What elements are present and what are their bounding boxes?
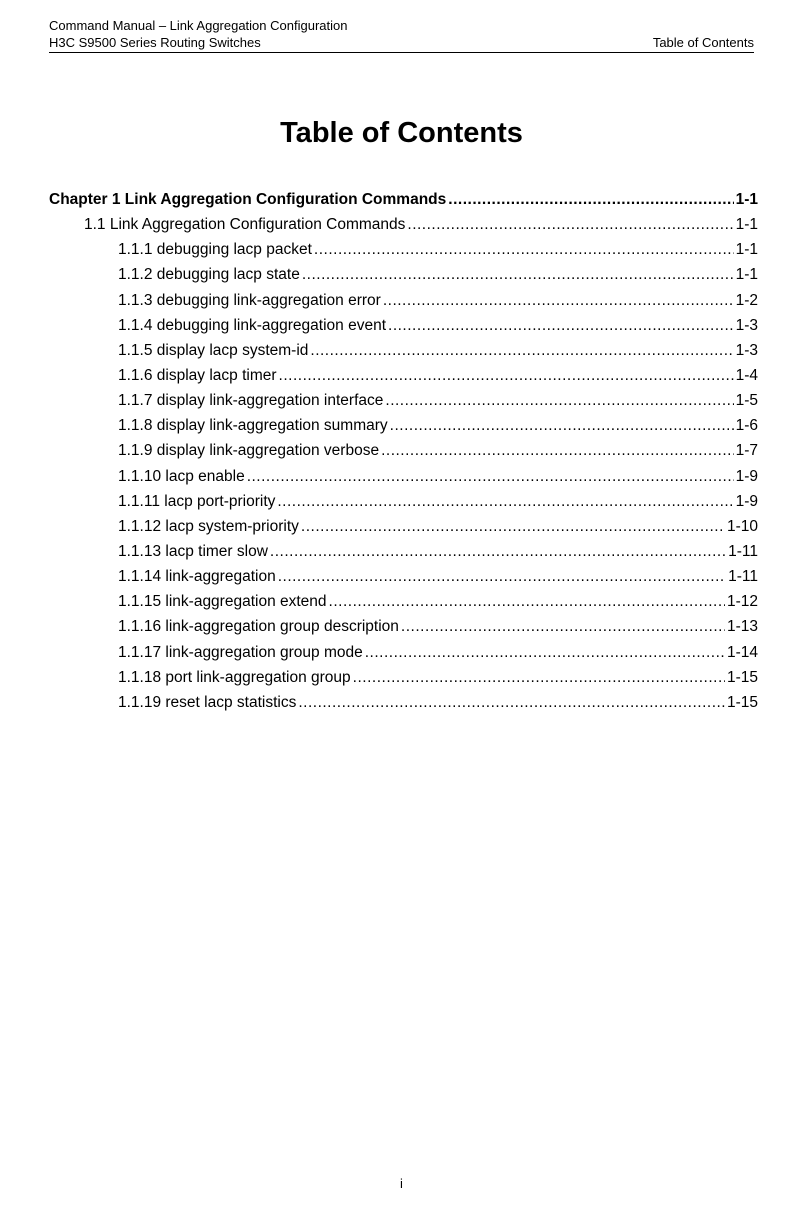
toc-entry-label: 1.1.10 lacp enable	[118, 467, 245, 485]
toc-entry[interactable]	[49, 489, 758, 514]
toc-entry[interactable]	[49, 665, 758, 690]
toc-entry-label: 1.1.19 reset lacp statistics	[118, 693, 297, 711]
toc-dot-leader	[329, 589, 725, 614]
toc-entry-label: 1.1.14 link-aggregation	[118, 568, 276, 586]
toc-entry[interactable]	[49, 514, 758, 539]
toc-entry-page: 1-5	[735, 392, 758, 410]
header-section-name: Table of Contents	[652, 35, 754, 50]
page-number: i	[400, 1176, 403, 1191]
toc-entry-label: 1.1.16 link-aggregation group description	[118, 618, 399, 636]
toc-dot-leader	[388, 313, 734, 338]
toc-entry-label: 1.1.3 debugging link-aggregation error	[118, 291, 381, 309]
toc-entry-page: 1-12	[726, 593, 758, 611]
toc-entry-label: 1.1.4 debugging link-aggregation event	[118, 316, 387, 334]
toc-entry-page: 1-11	[728, 568, 758, 586]
table-of-contents	[49, 187, 758, 715]
toc-entry[interactable]	[49, 388, 758, 413]
toc-entry-page: 1-9	[735, 492, 758, 510]
toc-entry-page: 1-11	[728, 542, 758, 560]
toc-entry-page: 1-1	[735, 191, 758, 208]
toc-entry[interactable]	[49, 313, 758, 338]
toc-entry[interactable]	[49, 589, 758, 614]
toc-entry-page: 1-15	[726, 693, 758, 711]
toc-entry-page: 1-15	[726, 668, 758, 686]
toc-dot-leader	[270, 539, 726, 564]
toc-entry-page: 1-13	[726, 618, 758, 636]
toc-entry-label: 1.1.15 link-aggregation extend	[118, 593, 327, 611]
toc-entry-label: 1.1.13 lacp timer slow	[118, 542, 268, 560]
toc-entry[interactable]	[49, 640, 758, 665]
page-header	[49, 16, 754, 53]
toc-entry-page: 1-7	[735, 442, 758, 460]
toc-entry-label: 1.1.5 display lacp system-id	[118, 341, 309, 359]
toc-entry[interactable]	[49, 438, 758, 463]
toc-entry-label: 1.1.18 port link-aggregation group	[118, 668, 351, 686]
toc-dot-leader	[298, 690, 725, 715]
toc-dot-leader	[277, 489, 733, 514]
toc-dot-leader	[381, 438, 734, 463]
toc-entry-page: 1-9	[735, 467, 758, 485]
toc-dot-leader	[385, 388, 733, 413]
toc-entry[interactable]	[49, 690, 758, 715]
toc-dot-leader	[301, 514, 725, 539]
toc-entry[interactable]	[49, 413, 758, 438]
toc-entry[interactable]	[49, 539, 758, 564]
toc-entry-label: 1.1.2 debugging lacp state	[118, 266, 300, 284]
toc-entry[interactable]	[49, 464, 758, 489]
toc-entry[interactable]	[49, 262, 758, 287]
toc-dot-leader	[383, 288, 734, 313]
page-title: Table of Contents	[280, 117, 523, 149]
toc-entry-label: 1.1.8 display link-aggregation summary	[118, 417, 388, 435]
toc-dot-leader	[390, 413, 734, 438]
toc-entry-label: 1.1.6 display lacp timer	[118, 366, 277, 384]
toc-dot-leader	[401, 614, 725, 639]
toc-dot-leader	[353, 665, 725, 690]
product-name: H3C S9500 Series Routing Switches	[49, 35, 261, 50]
toc-entry-page: 1-3	[735, 341, 758, 359]
toc-entry-page: 1-10	[726, 517, 758, 535]
toc-dot-leader	[302, 262, 734, 287]
toc-entry-page: 1-14	[726, 643, 758, 661]
toc-entry-page: 1-6	[735, 417, 758, 435]
toc-entry[interactable]	[49, 363, 758, 388]
toc-entry-page: 1-4	[735, 366, 758, 384]
toc-entry[interactable]	[49, 564, 758, 589]
toc-entry[interactable]	[49, 288, 758, 313]
toc-entry-label: 1.1.1 debugging lacp packet	[118, 241, 312, 259]
toc-dot-leader	[310, 338, 733, 363]
toc-dot-leader	[365, 640, 725, 665]
toc-entry-label: 1.1 Link Aggregation Configuration Commands	[84, 216, 406, 234]
toc-entry-label: 1.1.17 link-aggregation group mode	[118, 643, 363, 661]
toc-entry-page: 1-3	[735, 316, 758, 334]
toc-dot-leader	[278, 564, 726, 589]
toc-entry-label: 1.1.7 display link-aggregation interface	[118, 392, 384, 410]
toc-entry[interactable]	[49, 237, 758, 262]
toc-entry[interactable]	[49, 212, 758, 237]
toc-entry-label: 1.1.11 lacp port-priority	[118, 492, 276, 510]
toc-dot-leader	[407, 212, 733, 237]
toc-entry-label: 1.1.12 lacp system-priority	[118, 517, 299, 535]
toc-dot-leader	[247, 464, 734, 489]
toc-dot-leader	[314, 237, 734, 262]
toc-entry[interactable]	[49, 614, 758, 639]
manual-title: Command Manual – Link Aggregation Configuration	[49, 18, 348, 33]
toc-entry[interactable]	[49, 338, 758, 363]
toc-entry[interactable]	[49, 187, 758, 212]
toc-entry-label: Chapter 1 Link Aggregation Configuration Commands	[49, 191, 447, 208]
toc-dot-leader	[279, 363, 734, 388]
toc-entry-page: 1-2	[735, 291, 758, 309]
toc-entry-page: 1-1	[735, 266, 758, 284]
toc-dot-leader	[448, 187, 733, 212]
toc-entry-page: 1-1	[735, 216, 758, 234]
toc-entry-page: 1-1	[735, 241, 758, 259]
toc-entry-label: 1.1.9 display link-aggregation verbose	[118, 442, 380, 460]
